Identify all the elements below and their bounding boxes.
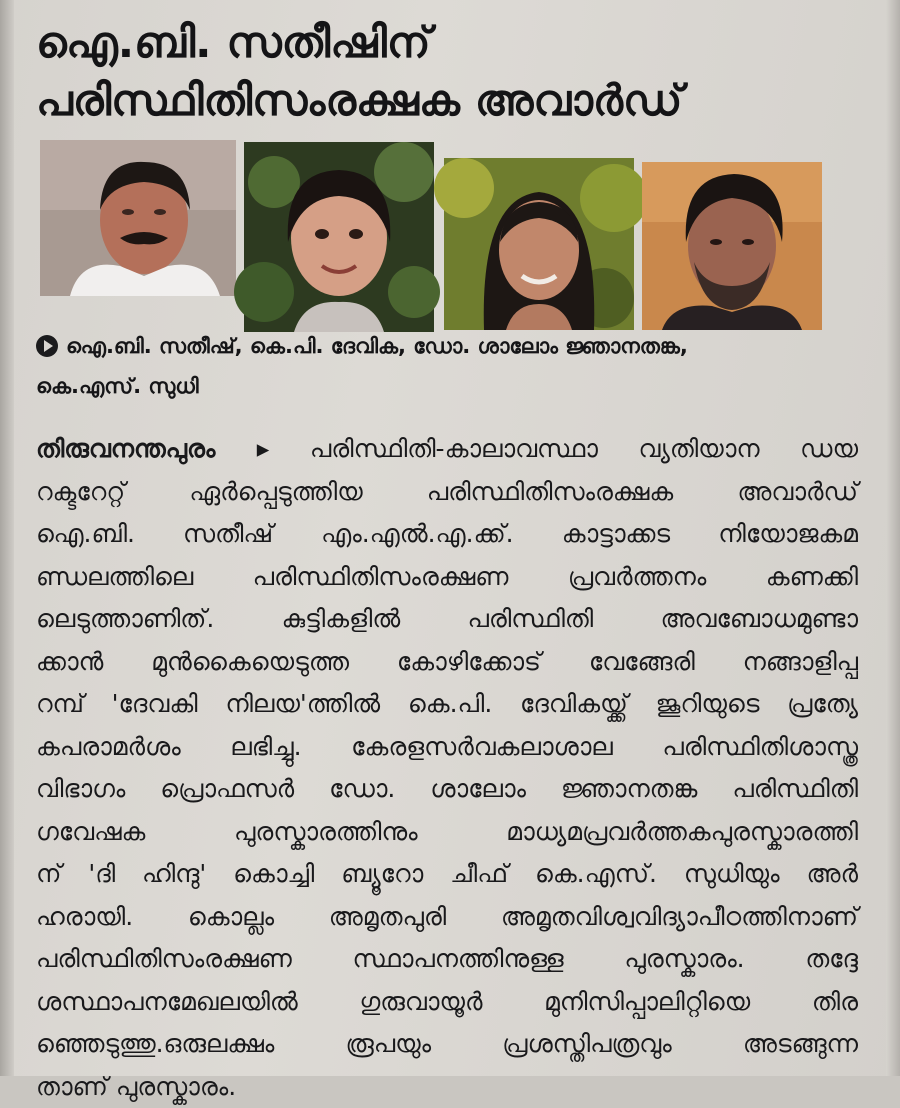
- portrait-man-beard-icon: [642, 162, 822, 330]
- article-line: വിഭാഗം പ്രൊഫസർ ഡോ. ശാലോം ജ്ഞാനതങ്ക പരിസ്ഥിതി: [36, 768, 858, 811]
- article-line: ഞ്ഞെടുത്തു.ഒരുലക്ഷം രൂപയും പ്രശസ്തിപത്രവും അടങ്ങുന്ന: [36, 1023, 858, 1066]
- article-line: ണ്ഡലത്തിലെ പരിസ്ഥിതിസംരക്ഷണ പ്രവർത്തനം കണക്കി: [36, 556, 858, 599]
- article-line: റക്ടറേറ്റ് ഏർപ്പെടുത്തിയ പരിസ്ഥിതിസംരക്ഷക അവാർഡ്: [36, 471, 858, 514]
- headline-line-2: പരിസ്ഥിതിസംരക്ഷക അവാർഡ്: [36, 72, 856, 130]
- article-line: പരിസ്ഥിതിസംരക്ഷണ സ്ഥാപനത്തിനുള്ള പുരസ്കാരം. തദ്ദേ: [36, 938, 858, 981]
- page-edge-left: [0, 0, 14, 1076]
- headline-line-1: ഐ.ബി. സതീഷിന്: [36, 14, 856, 72]
- play-icon: [36, 335, 58, 357]
- portrait-woman-icon: [444, 158, 634, 330]
- article-line: ഹരായി. കൊല്ലം അമൃതപുരി അമൃതവിശ്വവിദ്യാപീഠത്തിനാണ്: [36, 896, 858, 939]
- article-line: ഗവേഷക പുരസ്കാരത്തിനും മാധ്യമപ്രവർത്തകപുരസ്കാരത്തി: [36, 811, 858, 854]
- article-line: റമ്പ് 'ദേവകി നിലയ'ത്തിൽ കെ.പി. ദേവികയ്ക്ക് ജൂറിയുടെ പ്രത്യേ: [36, 683, 858, 726]
- photo-caption: [36, 326, 856, 406]
- article-line: ന് 'ദി ഹിന്ദു' കൊച്ചി ബ്യൂറോ ചീഫ് കെ.എസ്. സുധിയും അർ: [36, 853, 858, 896]
- article-line: തിരുവനന്തപുരം ▸ പരിസ്ഥിതി-കാലാവസ്ഥാ വ്യതിയാന ഡയ: [36, 428, 858, 471]
- portrait-girl-icon: [244, 142, 434, 332]
- photo-strip: [40, 136, 830, 332]
- article-line: ലെടുത്താണിത്. കുട്ടികളിൽ പരിസ്ഥിതി അവബോധമുണ്ടാ: [36, 598, 858, 641]
- article-line: ശസ്ഥാപനമേഖലയിൽ ഗുരുവായൂർ മുനിസിപ്പാലിറ്റിയെ തിര: [36, 981, 858, 1024]
- article-body: [36, 428, 858, 1108]
- article-line: ഐ.ബി. സതീഷ് എം.എൽ.എ.ക്ക്. കാട്ടാക്കട നിയോജകമ: [36, 513, 858, 556]
- headline: [36, 14, 856, 130]
- article-line: ക്കാൻ മുൻകൈയെടുത്ത കോഴിക്കോട് വേങ്ങേരി നങ്ങാളിപ്പ: [36, 641, 858, 684]
- dateline: തിരുവനന്തപുരം ▸: [36, 434, 269, 463]
- article-line: താണ് പുരസ്കാരം.: [36, 1066, 858, 1108]
- article-line: കപരാമർശം ലഭിച്ചു. കേരളസർവകലാശാല പരിസ്ഥിതിശാസ്ത്ര: [36, 726, 858, 769]
- caption-line-2: കെ.എസ്. സുധി: [36, 366, 856, 406]
- page-edge-right: [886, 0, 900, 1076]
- caption-line-1: ഐ.ബി. സതീഷ്, കെ.പി. ദേവിക, ഡോ. ശാലോം ജ്ഞാനതങ്ക,: [66, 334, 688, 358]
- portrait-man-mustache-icon: [40, 140, 236, 296]
